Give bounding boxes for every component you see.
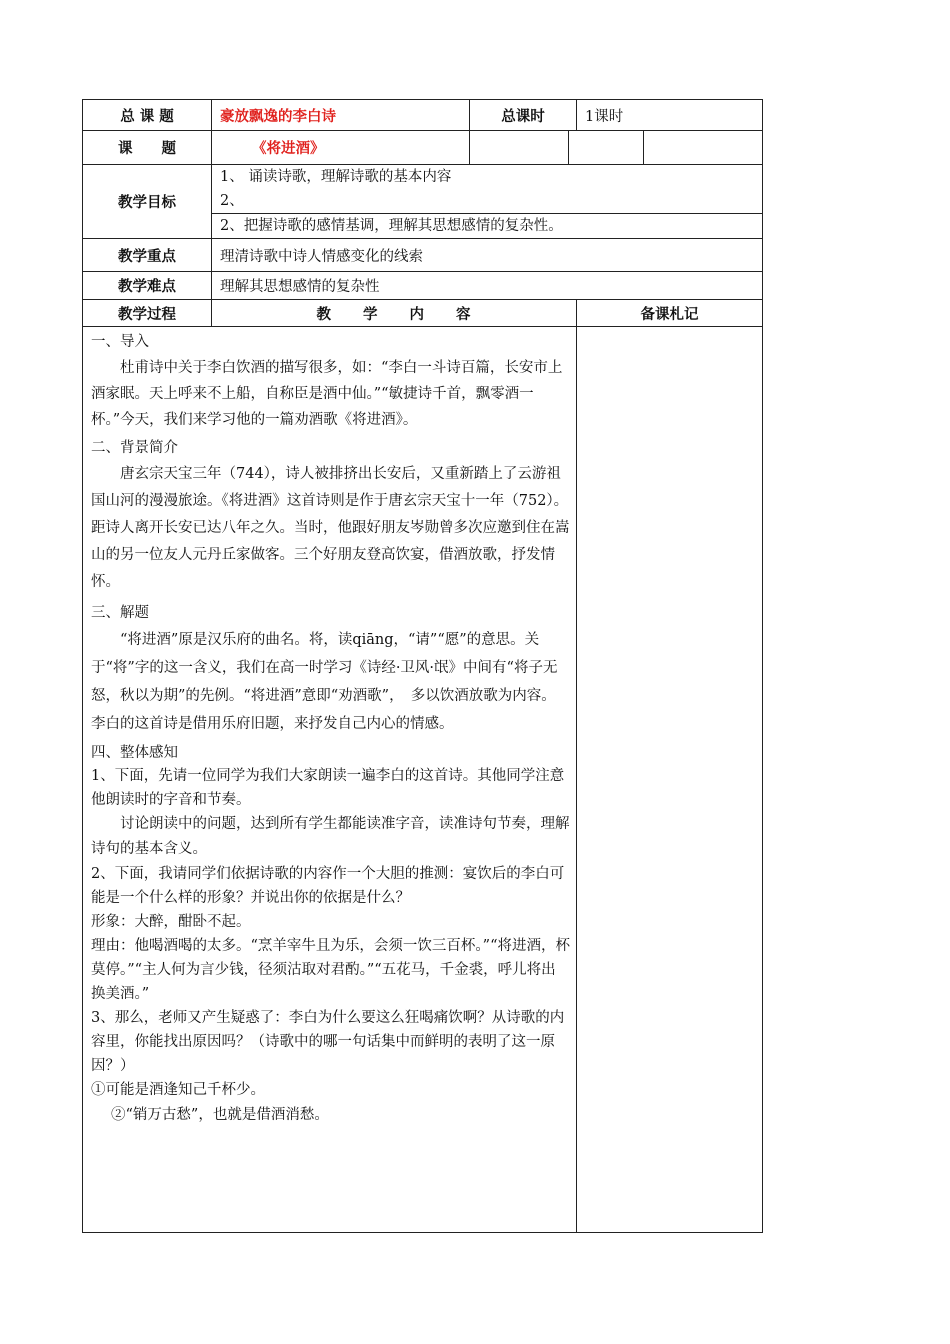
notes-header: 备课札记 xyxy=(577,300,763,327)
lesson-plan-table xyxy=(82,99,763,1233)
paragraph: 唐玄宗天宝三年（744），诗人被排挤出长安后，又重新踏上了云游祖国山河的漫漫旅途。《将进酒》这首诗则是作于唐玄宗天宝十一年（752）。距诗人离开长安已达八年之久。当时，他跟好朋友岑勋曾多次应邀到住在嵩山的另一位友人元丹丘家做客。三个好朋友登高饮宴，借酒放歌，抒发情怀。 xyxy=(91,466,570,590)
goal-item: 2、 xyxy=(220,193,244,209)
content-header: 教 学 内 容 xyxy=(212,300,577,327)
row-process-header xyxy=(83,300,763,327)
section-title: 一、导入 xyxy=(91,334,149,350)
paragraph: 1、下面，先请一位同学为我们大家朗读一遍李白的这首诗。其他同学注意他朗读时的字音和节奏。 xyxy=(91,768,565,808)
goals-cell xyxy=(212,165,763,239)
topic-empty-cell xyxy=(644,131,763,165)
row-total-topic xyxy=(83,100,763,131)
total-hours-label: 总课时 xyxy=(470,100,577,131)
key-point-text: 理清诗歌中诗人情感变化的线索 xyxy=(212,239,763,272)
row-topic xyxy=(83,131,763,165)
paragraph: “将进酒”原是汉乐府的曲名。将，读qiāng，“请”“愿”的意思。关于“将”字的这一含义，我们在高一时学习《诗经·卫风·氓》中间有“将子无怒，秋以为期”的先例。“将进酒”意即“劝酒歌”， 多以饮酒放歌为内容。李白的这首诗是借用乐府旧题，来抒发自己内心的情感。 xyxy=(91,632,558,732)
paragraph: 杜甫诗中关于李白饮酒的描写很多，如：“李白一斗诗百篇，长安市上酒家眠。天上呼来不上船，自称臣是酒中仙。”“敏捷诗千首，飘零酒一杯。”今天，我们来学习他的一篇劝酒歌《将进酒》。 xyxy=(91,360,563,428)
section-title: 二、背景简介 xyxy=(91,440,178,456)
topic-empty-cell xyxy=(470,131,569,165)
difficulty-label: 教学难点 xyxy=(83,272,212,300)
process-label: 教学过程 xyxy=(83,300,212,327)
paragraph: 2、下面，我请同学们依据诗歌的内容作一个大胆的推测：宴饮后的李白可能是一个什么样的形象？并说出你的依据是什么？ xyxy=(91,866,565,906)
paragraph: 理由：他喝酒喝的太多。“烹羊宰牛且为乐，会须一饮三百杯。”“将进酒，杯莫停。”“主人何为言少钱，径须沽取对君酌。”“五花马，千金裘，呼儿将出换美酒。” xyxy=(91,938,570,1002)
topic-label: 课 题 xyxy=(83,131,212,165)
topic-value: 《将进酒》 xyxy=(212,131,470,165)
section-title: 三、解题 xyxy=(91,605,149,621)
key-point-label: 教学重点 xyxy=(83,239,212,272)
paragraph: ①可能是酒逢知己千杯少。 xyxy=(91,1082,265,1098)
teaching-content xyxy=(83,327,577,1233)
total-topic-value: 豪放飘逸的李白诗 xyxy=(212,100,470,131)
paragraph: 3、那么，老师又产生疑惑了：李白为什么要这么狂喝痛饮啊？从诗歌的内容里，你能找出原因吗？（诗歌中的哪一句话集中而鲜明的表明了这一原因？） xyxy=(91,1010,565,1074)
row-key-point xyxy=(83,239,763,272)
difficulty-text: 理解其思想感情的复杂性 xyxy=(212,272,763,300)
paragraph: 形象：大醉，酣卧不起。 xyxy=(91,914,251,930)
total-topic-label: 总 课 题 xyxy=(83,100,212,131)
goal-item: 1、 诵读诗歌，理解诗歌的基本内容 xyxy=(220,169,452,185)
row-content xyxy=(83,327,763,1233)
goal-item: 2、把握诗歌的感情基调，理解其思想感情的复杂性。 xyxy=(212,213,762,238)
paragraph: ②“销万古愁”，也就是借酒消愁。 xyxy=(111,1107,329,1123)
row-difficulty xyxy=(83,272,763,300)
row-goals xyxy=(83,165,763,239)
total-hours-value: 1课时 xyxy=(577,100,763,131)
topic-empty-cell xyxy=(569,131,644,165)
paragraph: 讨论朗读中的问题，达到所有学生都能读准字音，读准诗句节奏，理解诗句的基本含义。 xyxy=(91,816,570,857)
goals-label: 教学目标 xyxy=(83,165,212,239)
section-title: 四、整体感知 xyxy=(91,745,178,761)
notes-cell xyxy=(577,327,763,1233)
